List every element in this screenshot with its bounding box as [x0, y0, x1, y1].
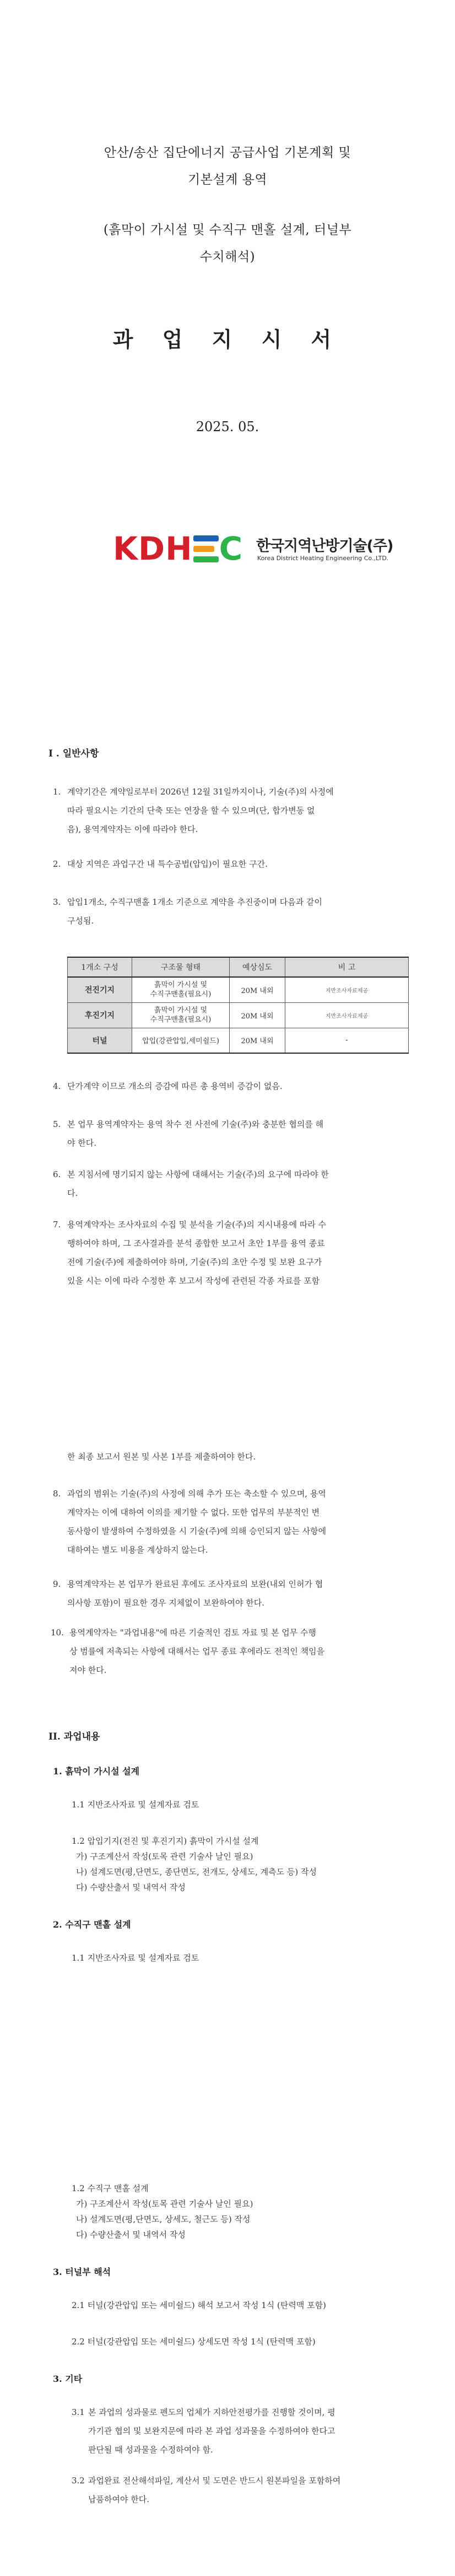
table-row: 터널 압입(강관압입,세미쉴드) 20M 내외 -	[68, 1028, 409, 1053]
company-name-ko: 한국지역난방기술(주)	[256, 538, 393, 555]
general-item-6: 본 지침서에 명기되지 않는 사항에 대해서는 기술(주)의 요구에 따라야 한 다.	[67, 1169, 329, 1198]
item-1-2: 1.2 압입기지(전진 및 후진기지) 흙막이 가시설 설계	[72, 1836, 259, 1846]
item-tunnel-2: 2.2 터널(강관압입 또는 세미쉴드) 상세도면 작성 1식 (탄력맥 포함)	[72, 2337, 316, 2347]
general-item-2: 대상 지역은 과업구간 내 특수공법(압입)이 필요한 구간.	[67, 859, 268, 869]
section-scope-heading: II. 과업내용	[48, 1731, 100, 1742]
general-item-7: 용역계약자는 조사자료의 수집 및 분석을 기술(주)의 지시내용에 따라 수 행하여야 하며, 그 조사결과를 분석 종합한 보고서 초안 1부를 용역 종료 전에 기술(주)에 제출하여야 하며, 기술(주)의 초안 수정 및 보완 요구가 있을 시는 이에 따라 수정한 후 보고서 작성에 관련된 각종 자료를 포함	[67, 1220, 327, 1286]
facility-composition-table	[67, 957, 409, 1054]
item-number: 8.	[53, 1489, 61, 1499]
item-3-1-number: 3.1	[72, 2407, 85, 2417]
item-3-2: 과업완료 전산해석파일, 계산서 및 도면은 반드시 원본파일을 포함하여 납품하여야 한다.	[88, 2476, 341, 2504]
item-number: 9.	[53, 1579, 61, 1589]
table-row: 전진기지 흙막이 가시설 및 수직구맨홀(필요시) 20M 내외 지반조사자료제공	[68, 977, 409, 1002]
general-item-7-tail: 한 최종 보고서 원본 및 사본 1부를 제출하여야 한다.	[67, 1452, 256, 1462]
cover-subtitle-line-2: 수치해석)	[199, 250, 256, 264]
item-1-1: 1.1 지반조사자료 및 설계자료 검토	[72, 1800, 199, 1810]
general-item-3: 압입1개소, 수직구맨홀 1개소 기준으로 계약을 추진중이며 다음과 같이 구성됨.	[67, 897, 322, 926]
item-number: 7.	[53, 1220, 61, 1230]
item-3-1: 본 과업의 성과물로 펜도의 업체가 지하안전평가를 진행할 것이며, 평 가기관 협의 및 보완지문에 따라 본 과업 성과물을 수정하여야 한다고 판단될 때 성과물을 수정하여야 함.	[88, 2407, 335, 2455]
item-number: 10.	[51, 1628, 64, 1638]
general-item-4: 단가계약 이므로 개소의 증감에 따른 총 용역비 증감이 없음.	[67, 1081, 283, 1091]
section-general-heading: I . 일반사항	[48, 748, 99, 759]
table-row: 후진기지 흙막이 가시설 및 수직구맨홀(필요시) 20M 내외 지반조사자료제공	[68, 1002, 409, 1028]
table-header: 구조물 형태	[132, 957, 230, 977]
item-2-2: 1.2 수직구 맨홀 설계	[72, 2183, 149, 2193]
general-item-10: 용역계약자는 "과업내용"에 따른 기술적인 검토 자료 및 본 업무 수행 상 범률에 저촉되는 사항에 대해서는 업무 종료 후에라도 전적인 책임을 져야 한다.	[69, 1628, 325, 1675]
cover-title-line-2: 기본설계 용역	[187, 173, 268, 187]
item-3-2-number: 3.2	[72, 2476, 85, 2486]
table-header: 1개소 구성	[68, 957, 132, 977]
cover-date: 2025. 05.	[196, 419, 259, 434]
logo-letters-kdh: KDH	[113, 530, 193, 567]
item-2-1: 1.1 지반조사자료 및 설계자료 검토	[72, 1953, 199, 1963]
item-number: 4.	[53, 1081, 61, 1091]
item-2-2-a: 가) 구조계산서 작성(토목 관련 기술사 날인 필요)	[76, 2199, 253, 2209]
cover-title-line-1: 안산/송산 집단에너지 공급사업 기본계획 및	[104, 146, 351, 160]
subsection-earth-retaining-heading: 1. 흙막이 가시설 설계	[53, 1766, 140, 1777]
subsection-tunnel-heading: 3. 터널부 해석	[53, 2267, 111, 2277]
item-tunnel-1: 2.1 터널(강관압입 또는 세미쉴드) 해석 보고서 작성 1식 (탄력맥 포함)	[72, 2300, 326, 2310]
document-type-title: 과 업 지 시 서	[112, 327, 343, 352]
item-2-2-c: 다) 수량산출서 및 내역서 작성	[76, 2230, 186, 2240]
general-item-5: 본 업무 용역계약자는 용역 착수 전 사전에 기술(주)와 충분한 협의를 해 야 한다.	[67, 1119, 324, 1148]
general-item-1: 계약기간은 계약일로부터 2026년 12월 31일까지이나, 기술(주)의 사정에 따라 필요시는 기간의 단축 또는 연장을 할 수 있으며(단, 합가변동 없 음), 용역계약자는 이에 따라야 한다.	[67, 787, 334, 834]
item-number: 2.	[53, 859, 61, 869]
company-logo	[113, 529, 243, 568]
logo-e-mark	[193, 534, 219, 563]
item-number: 3.	[53, 897, 61, 907]
item-1-2-c: 다) 수량산출서 및 내역서 작성	[76, 1882, 186, 1892]
table-header: 예상심도	[230, 957, 285, 977]
general-item-8: 과업의 범위는 기술(주)의 사정에 의해 추가 또는 축소할 수 있으며, 용역 계약자는 이에 대하여 이의를 제기할 수 없다. 또한 업무의 부분적인 변 동사항이 발생하여 수정하였을 시 기술(주)에 의해 승인되지 않는 사항에 대하여는 별도 비용을 계상하지 않는다.	[67, 1489, 327, 1555]
item-number: 1.	[53, 787, 61, 797]
subsection-etc-heading: 3. 기타	[53, 2374, 83, 2384]
item-1-2-a: 가) 구조계산서 작성(토목 관련 기술사 날인 필요)	[76, 1852, 253, 1861]
general-item-9: 용역계약자는 본 업무가 완료된 후에도 조사자료의 보완(내외 인허가 협 의사항 포함)이 필요한 경우 지체없이 보완하여야 한다.	[67, 1579, 323, 1608]
item-1-2-b: 나) 설계도면(평,단면도, 종단면도, 전개도, 상세도, 계측도 등) 작성	[76, 1867, 317, 1877]
subsection-manhole-heading: 2. 수직구 맨홀 설계	[53, 1919, 131, 1930]
company-name-en: Korea District Heating Engineering Co.,LTD.	[257, 555, 389, 562]
item-number: 6.	[53, 1169, 61, 1179]
item-number: 5.	[53, 1119, 61, 1129]
table-header: 비 고	[285, 957, 409, 977]
cover-subtitle-line-1: (흙막이 가시설 및 수직구 맨홀 설계, 터널부	[103, 223, 352, 237]
item-2-2-b: 나) 설계도면(평,단면도, 상세도, 철근도 등) 작성	[76, 2214, 251, 2224]
logo-letter-c: C	[219, 530, 243, 567]
